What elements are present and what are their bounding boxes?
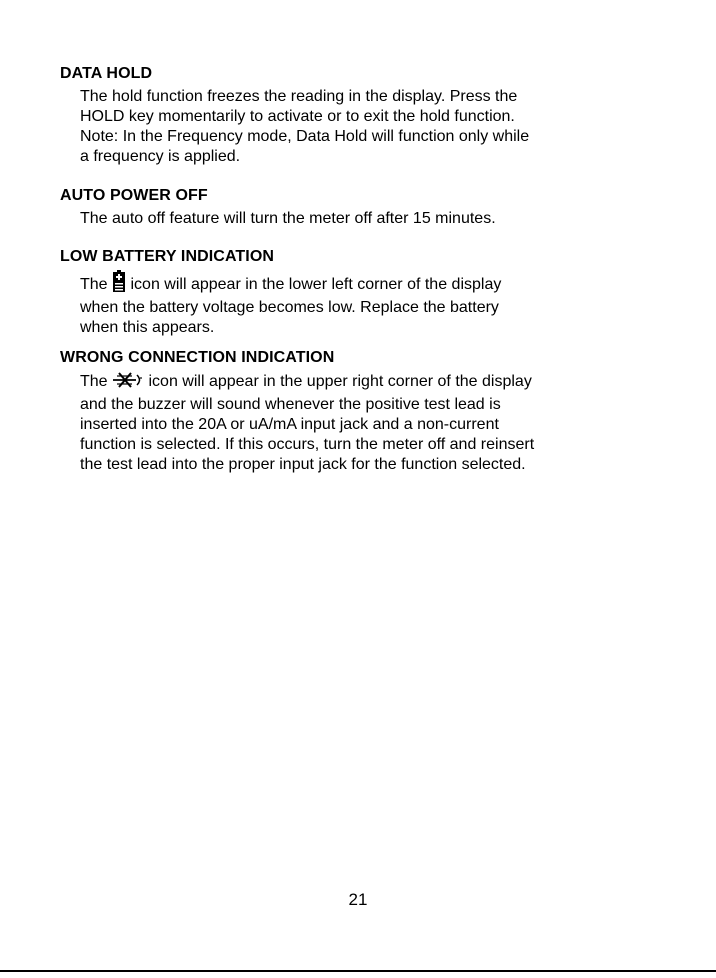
body-line: Note: In the Frequency mode, Data Hold will function only while	[80, 128, 530, 145]
body-line: when the battery voltage becomes low. Replace the battery	[80, 299, 499, 316]
page-number: 21	[348, 890, 368, 909]
section-body	[80, 371, 680, 475]
section-data-hold	[60, 64, 680, 167]
line-prefix: The	[80, 373, 108, 390]
body-line: when this appears.	[80, 319, 215, 336]
section-heading: AUTO POWER OFF	[60, 187, 208, 204]
body-line: inserted into the 20A or uA/mA input jack and a non-current	[80, 416, 499, 433]
section-heading: WRONG CONNECTION INDICATION	[60, 349, 335, 366]
line-prefix: The	[80, 276, 108, 293]
section-body	[80, 270, 680, 338]
body-line: HOLD key momentarily to activate or to exit the hold function.	[80, 108, 515, 125]
section-body	[80, 87, 680, 167]
body-line: and the buzzer will sound whenever the positive test lead is	[80, 396, 501, 413]
section-auto-power-off	[60, 186, 680, 229]
body-line: a frequency is applied.	[80, 148, 241, 165]
line-suffix: icon will appear in the upper right corner of the display	[148, 373, 532, 390]
bottom-rule	[0, 970, 716, 972]
section-heading: LOW BATTERY INDICATION	[60, 248, 275, 265]
section-low-battery	[60, 247, 680, 338]
section-body	[80, 209, 680, 229]
body-line-with-icon	[80, 270, 680, 298]
body-line: function is selected. If this occurs, turn the meter off and reinsert	[80, 436, 535, 453]
body-line: The hold function freezes the reading in the display. Press the	[80, 88, 518, 105]
body-line: The auto off feature will turn the meter off after 15 minutes.	[80, 210, 496, 227]
line-suffix: icon will appear in the lower left corner of the display	[130, 276, 502, 293]
body-line-with-icon	[80, 371, 680, 395]
section-wrong-connection	[60, 348, 680, 475]
section-heading: DATA HOLD	[60, 65, 153, 82]
body-line: the test lead into the proper input jack for the function selected.	[80, 456, 526, 473]
wrong-connection-icon	[112, 371, 144, 395]
battery-icon	[112, 270, 126, 298]
